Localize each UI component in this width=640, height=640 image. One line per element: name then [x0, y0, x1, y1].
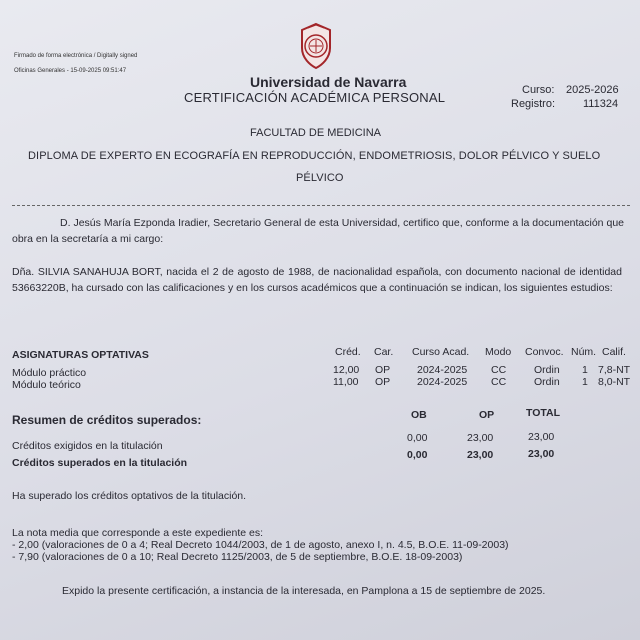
optional-note: Ha superado los créditos optativos de la titulación.: [12, 490, 247, 502]
signature-line-2: Oficinas Generales - 15-09-2025 09:51:47: [14, 68, 127, 74]
summary-col-total: TOTAL: [526, 407, 561, 419]
summary-row-label: Créditos exigidos en la titulación: [12, 440, 163, 452]
summary-col-op: OP: [479, 409, 495, 421]
summary-title: Resumen de créditos superados:: [12, 413, 202, 427]
summary-cell: 23,00: [528, 431, 555, 443]
intro-paragraph: D. Jesús María Ezponda Iradier, Secretario General de esta Universidad, certifico que, conforme a la documentación que obra en la secretaría a mi cargo:: [12, 217, 624, 245]
table-cell: 8,0-NT: [598, 376, 631, 388]
column-header: Convoc.: [525, 346, 564, 358]
column-header: Curso Acad.: [412, 346, 470, 358]
closing-statement: Expido la presente certificación, a instancia de la interesada, en Pamplona a 15 de septiembre de 2025.: [62, 585, 546, 597]
column-header: Créd.: [335, 346, 361, 358]
faculty-name: FACULTAD DE MEDICINA: [250, 127, 381, 139]
table-cell: Ordin: [534, 376, 560, 388]
university-seal-icon: [298, 22, 334, 75]
student-paragraph: Dña. SILVIA SANAHUJA BORT, nacida el 2 de agosto de 1988, de nacionalidad española, con documento nacional de identidad 53663220B, ha cursado con las calificaciones y en los cursos académicos que a continuación se indican, los siguientes estudios:: [12, 266, 622, 294]
document-title: CERTIFICACIÓN ACADÉMICA PERSONAL: [184, 90, 446, 105]
summary-cell: 23,00: [467, 432, 494, 444]
column-header: Car.: [374, 346, 394, 358]
university-name: Universidad de Navarra: [250, 74, 407, 90]
table-cell: 11,00: [333, 376, 359, 388]
column-header: Núm.: [571, 346, 597, 358]
diploma-title-line-1: DIPLOMA DE EXPERTO EN ECOGRAFÍA EN REPRODUCCIÓN, ENDOMETRIOSIS, DOLOR PÉLVICO Y SUELO: [28, 150, 601, 162]
summary-row-label: Créditos superados en la titulación: [12, 457, 188, 469]
table-cell: 12,00: [333, 364, 360, 376]
table-cell: CC: [491, 364, 507, 376]
table-cell: 2024-2025: [417, 364, 468, 376]
table-row-name: Módulo teórico: [12, 379, 81, 391]
summary-cell: 0,00: [407, 432, 428, 444]
summary-cell: 23,00: [528, 448, 555, 460]
summary-cell: 23,00: [467, 449, 494, 461]
table-cell: 7,8-NT: [598, 364, 631, 376]
table-cell: Ordin: [534, 364, 560, 376]
table-cell: OP: [375, 364, 391, 376]
table-cell: 1: [582, 376, 588, 388]
subjects-section-title: ASIGNATURAS OPTATIVAS: [12, 349, 149, 361]
signature-line-1: Firmado de forma electrónica / Digitally signed: [14, 53, 138, 59]
divider: [12, 205, 630, 206]
column-header: Modo: [485, 346, 512, 358]
summary-col-ob: OB: [411, 409, 427, 421]
grade-line-1: La nota media que corresponde a este expediente es:: [12, 527, 264, 539]
registro-value: 111324: [583, 98, 619, 110]
grade-line-3: - 7,90 (valoraciones de 0 a 10; Real Decreto 1125/2003, de 5 de septiembre, B.O.E. 18-09-2003): [12, 551, 463, 563]
summary-cell: 0,00: [407, 449, 428, 461]
registro-label: Registro:: [511, 98, 556, 110]
table-cell: 2024-2025: [417, 376, 468, 388]
grade-line-2: - 2,00 (valoraciones de 0 a 4; Real Decreto 1044/2003, de 1 de agosto, anexo I, n. 4.5, B.O.E. 11-09-2003): [12, 539, 509, 551]
table-row-name: Módulo práctico: [12, 367, 87, 379]
table-cell: CC: [491, 376, 507, 388]
table-cell: 1: [582, 364, 588, 376]
curso-value: 2025-2026: [566, 84, 619, 96]
diploma-title-line-2: PÉLVICO: [296, 172, 344, 184]
column-header: Calif.: [602, 346, 626, 358]
curso-label: Curso:: [522, 84, 555, 96]
table-cell: OP: [375, 376, 391, 388]
